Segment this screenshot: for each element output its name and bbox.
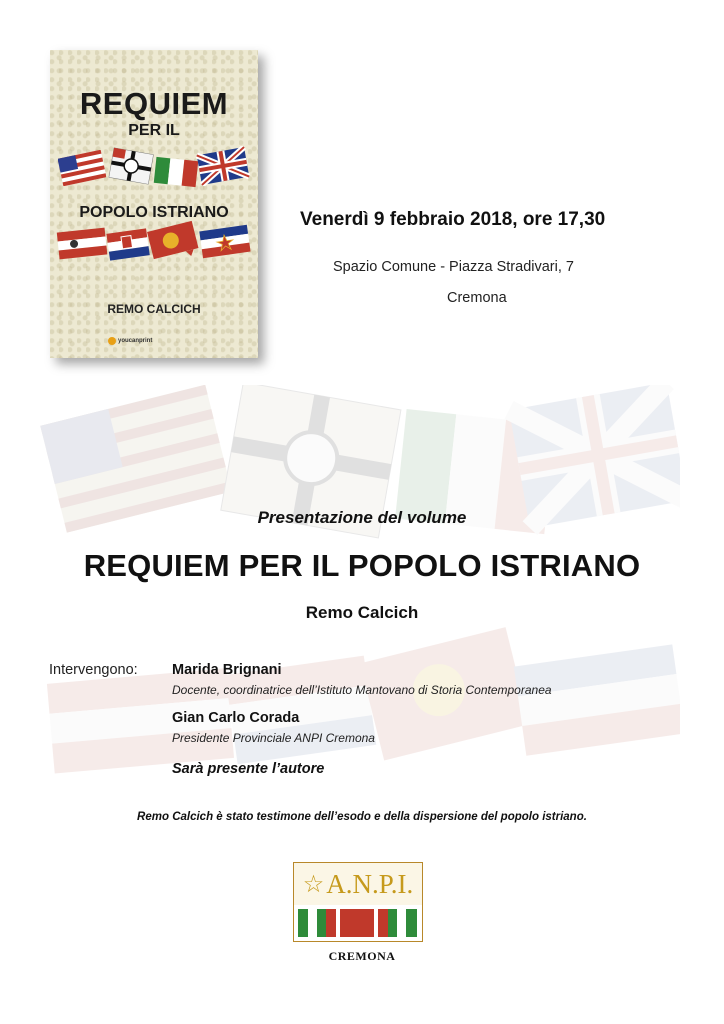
anpi-logo bbox=[293, 862, 423, 942]
event-venue: Spazio Comune - Piazza Stradivari, 7 bbox=[333, 259, 574, 275]
star-icon: ☆ bbox=[302, 870, 325, 898]
event-city: Cremona bbox=[447, 290, 507, 306]
venice-flag-icon bbox=[147, 220, 199, 262]
book-cover-subtitle: PER IL bbox=[128, 122, 180, 139]
presentation-author: Remo Calcich bbox=[305, 603, 419, 622]
book-cover-author: REMO CALCICH bbox=[107, 302, 201, 316]
italy-flag-icon bbox=[153, 155, 199, 189]
tricolor-bars-icon bbox=[298, 909, 417, 937]
speaker-2-name: Gian Carlo Corada bbox=[172, 710, 300, 726]
speaker-2-role: Presidente Provinciale ANPI Cremona bbox=[172, 731, 375, 745]
book-cover-publisher: youcanprint bbox=[118, 338, 153, 344]
speakers-label: Intervengono: bbox=[49, 662, 138, 678]
presentation-intro: Presentazione del volume bbox=[257, 508, 467, 527]
publisher-logo-icon bbox=[108, 337, 116, 345]
book-cover-subtitle-2: POPOLO ISTRIANO bbox=[79, 204, 229, 221]
usa-flag-icon bbox=[58, 150, 106, 186]
event-date-time: Venerdì 9 febbraio 2018, ore 17,30 bbox=[300, 209, 606, 230]
speaker-1-name: Marida Brignani bbox=[172, 662, 282, 678]
croatia-flag-icon bbox=[106, 225, 150, 263]
anpi-logo-header bbox=[294, 863, 422, 905]
book-cover bbox=[50, 50, 258, 358]
war-ensign-flag-icon bbox=[108, 145, 154, 189]
uk-flag-icon bbox=[196, 146, 250, 186]
testimony-note: Remo Calcich è stato testimone dell’esodo e della dispersione del popolo istriano. bbox=[137, 811, 587, 823]
yugoslavia-flag-icon bbox=[198, 222, 252, 262]
anpi-logo-city: CREMONA bbox=[328, 949, 396, 963]
speaker-1-role: Docente, coordinatrice dell’Istituto Mantovano di Storia Contemporanea bbox=[172, 683, 552, 697]
author-present-note: Sarà presente l’autore bbox=[172, 761, 325, 777]
book-cover-title: REQUIEM bbox=[79, 86, 229, 121]
anpi-logo-text: A.N.P.I. bbox=[326, 868, 414, 899]
austria-flag-icon bbox=[56, 225, 108, 261]
presentation-title: REQUIEM PER IL POPOLO ISTRIANO bbox=[83, 548, 641, 583]
